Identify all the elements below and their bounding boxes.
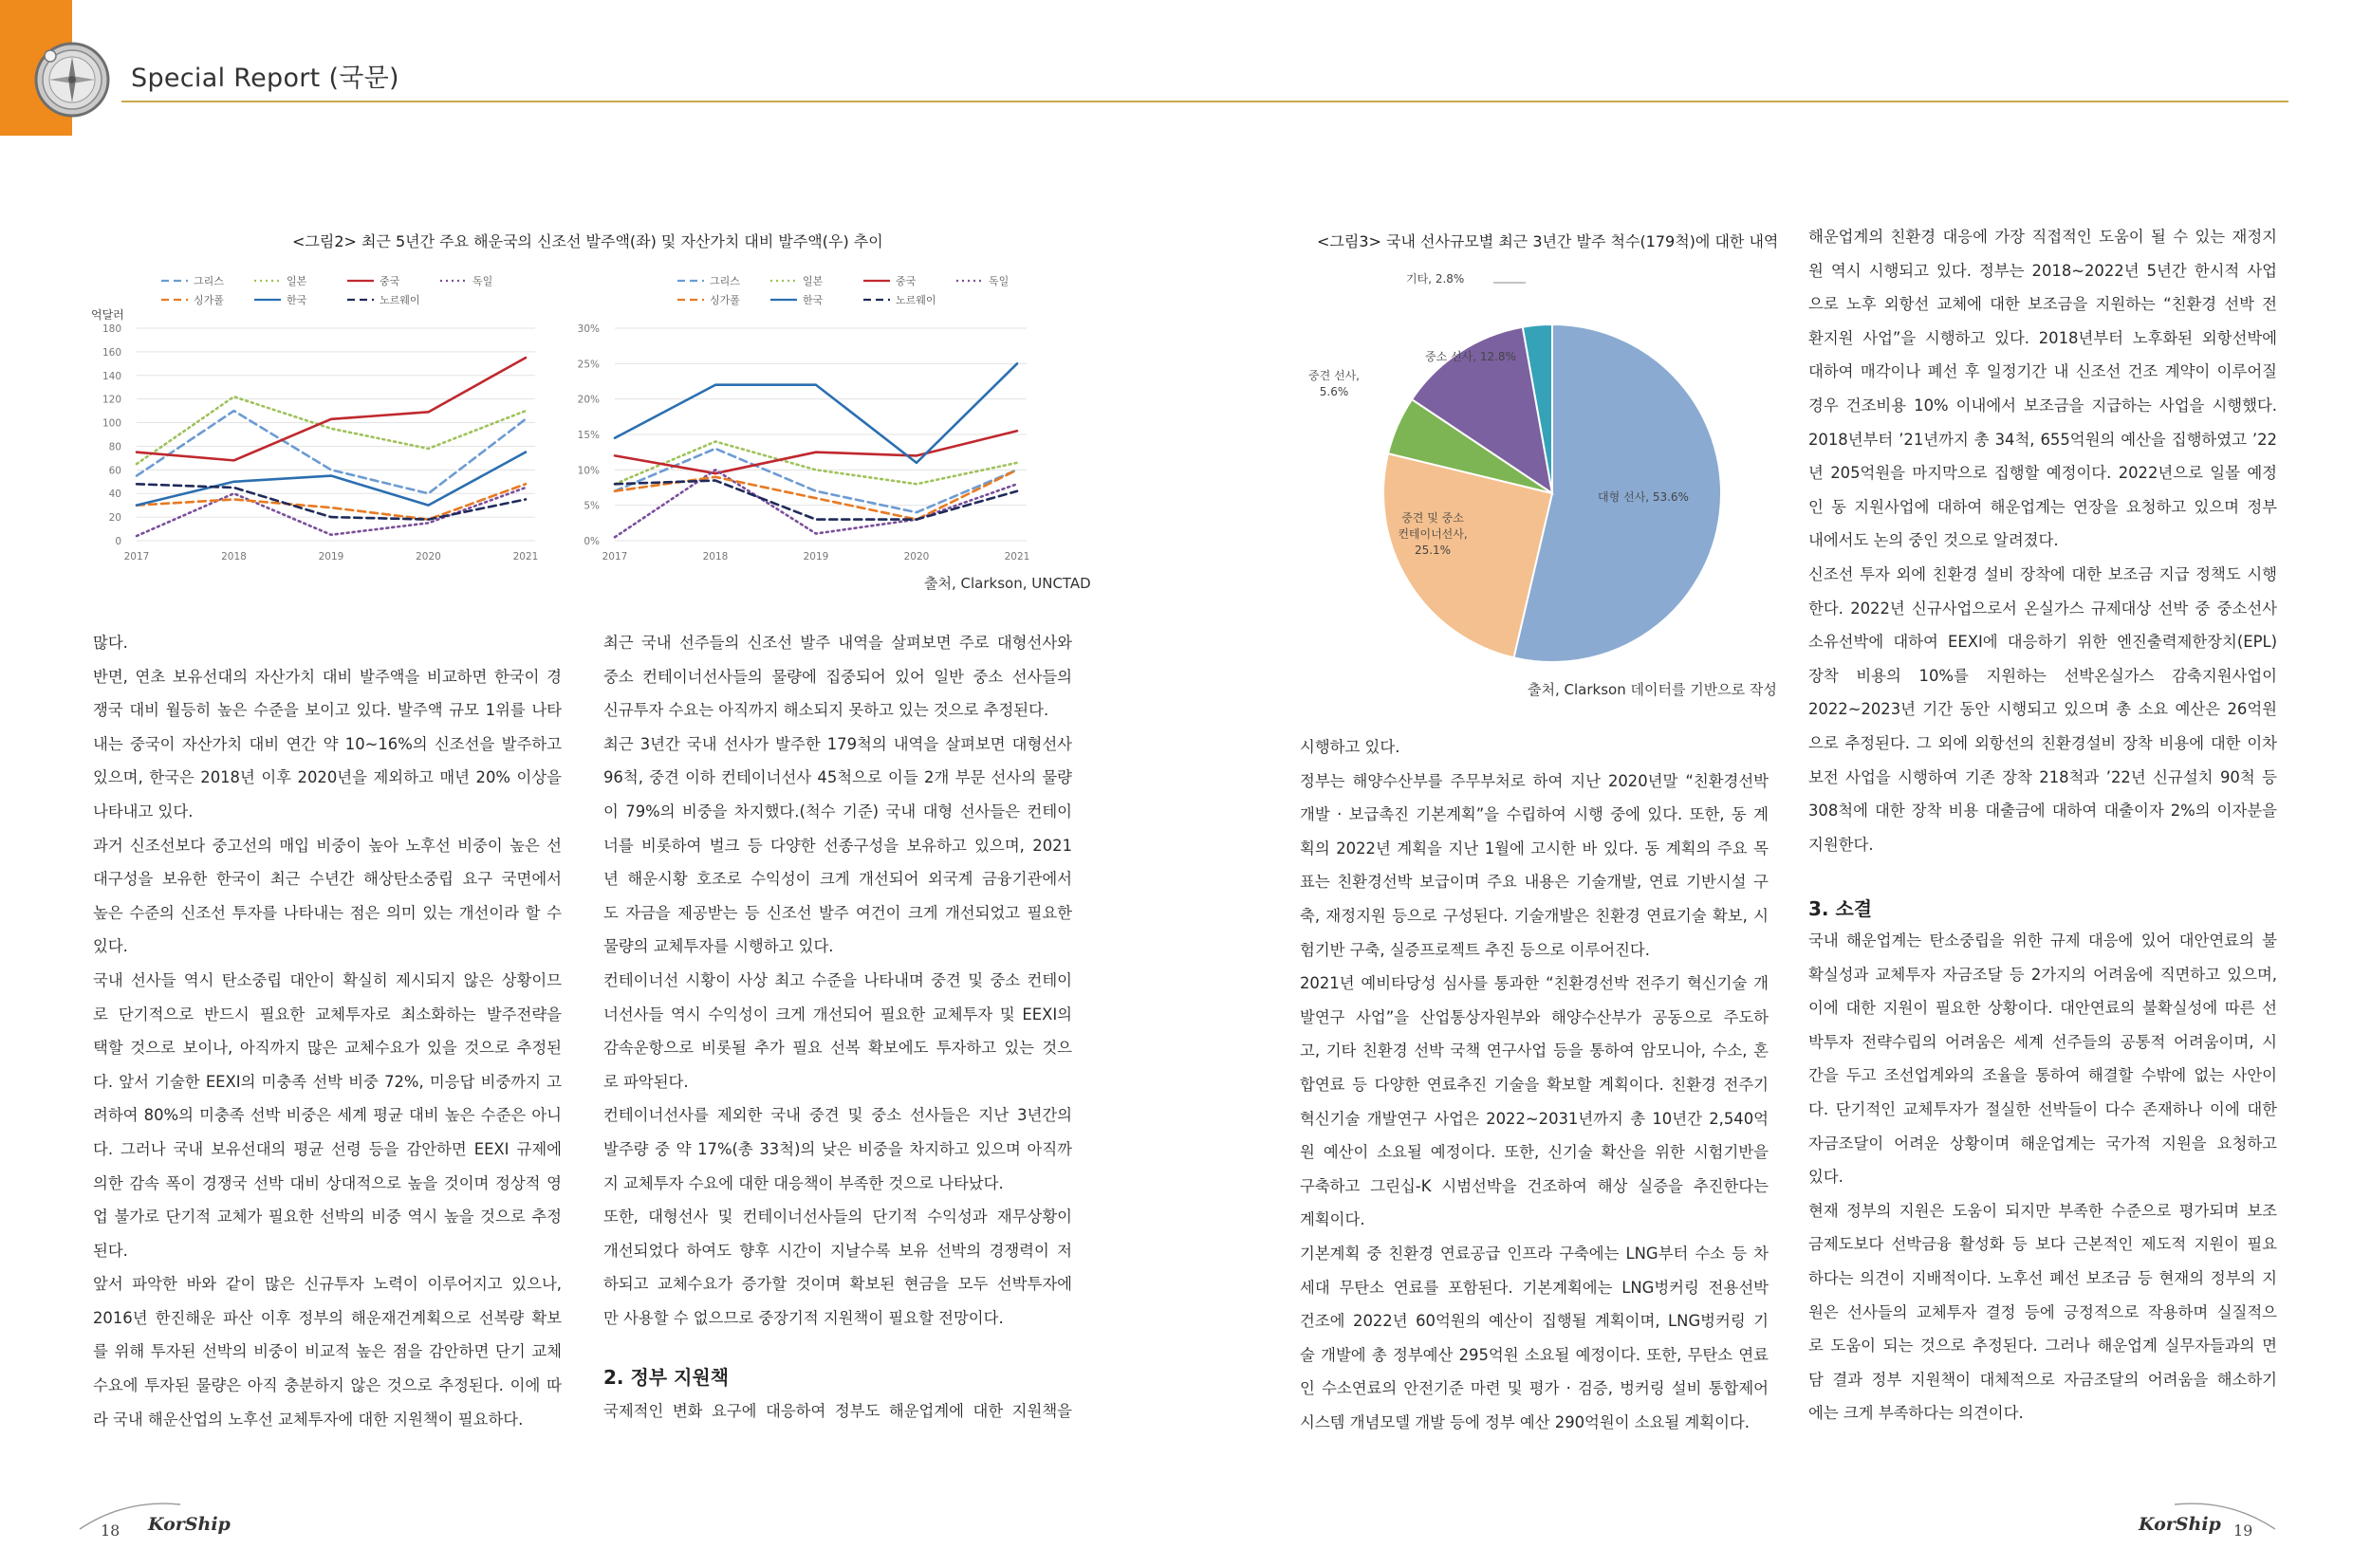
figure3-caption: <그림3> 국내 선사규모별 최근 3년간 발주 척수(179척)에 대한 내역	[1317, 232, 1779, 250]
column-2-after-section	[603, 1394, 1072, 1429]
text-line: 만 사용할 수 없으므로 중장기적 지원책이 필요할 전망이다.	[603, 1308, 1004, 1327]
chart-right	[571, 266, 1046, 579]
text-line: 또한, 대형선사 및 컨테이너선사들의 단기적 수익성과 재무상황이	[603, 1208, 1072, 1227]
text-line: 박투자 전략수립의 어려움은 세계 선주들의 공통적 어려움이며, 시	[1808, 1032, 2277, 1051]
text-line: 인 동 지원사업에 대하여 해운업계는 연장을 요청하고 있으며 정부	[1808, 497, 2277, 516]
text-line: 높은 수준의 신조선 투자를 나타내는 점은 의미 있는 개선이라 할 수	[93, 903, 562, 922]
pie-label: 대형 선사, 53.6%	[1598, 490, 1689, 504]
text-line: 내는 중국이 자산가치 대비 연간 약 10~16%의 신조선을 발주하고	[93, 734, 562, 753]
text-line: 험기반 구축, 실증프로젝트 추진 등으로 이루어진다.	[1300, 940, 1650, 959]
y-tick-label: 160	[102, 346, 121, 359]
text-line: 원은 선사들의 교체투자 결정 등에 긍정적으로 작용하며 실질적으	[1808, 1302, 2277, 1321]
text-line: 자금조달이 어려운 상황이며 해운업계는 국가적 지원을 요청하고	[1808, 1134, 2277, 1153]
x-tick-label: 2019	[803, 551, 829, 563]
text-line: 앞서 파악한 바와 같이 많은 신규투자 노력이 이루어지고 있으나,	[93, 1275, 562, 1294]
legend-label: 싱가폴	[710, 294, 740, 306]
text-line: 발연구 사업”을 산업통상자원부와 해양수산부가 공동으로 주도하	[1300, 1007, 1769, 1026]
text-line: 년 해운시황 호조로 수익성이 크게 개선되어 외국계 금융기관에서	[603, 870, 1072, 889]
text-line: 수요에 투자된 물량은 아직 충분하지 않은 것으로 추정된다. 이에 따	[93, 1376, 562, 1395]
text-line: 2021년 예비타당성 심사를 통과한 “친환경선박 전주기 혁신기술 개	[1300, 974, 1769, 993]
text-line: 으로 노후 외항선 교체에 대한 보조금을 지원하는 “친환경 선박 전	[1808, 295, 2277, 314]
legend-label: 그리스	[710, 275, 740, 287]
legend-label: 한국	[803, 294, 824, 306]
y-tick-label: 25%	[577, 359, 600, 371]
series-line	[137, 358, 526, 460]
x-tick-label: 2018	[702, 551, 729, 563]
text-line: 있다.	[1808, 1168, 1843, 1187]
text-line: 장착 비용의 10%를 지원하는 선박온실가스 감축지원사업이	[1808, 666, 2277, 685]
text-line: 쟁국 대비 월등히 높은 수준을 보이고 있다. 발주액 규모 1위를 나타	[93, 701, 562, 720]
text-line: 에는 크게 부족하다는 의견이다.	[1808, 1404, 2024, 1423]
text-line: 확실성과 교체투자 자금조달 등 2가지의 어려움에 직면하고 있으며,	[1808, 965, 2277, 984]
section-2-title: 2. 정부 지원책	[603, 1366, 730, 1389]
y-tick-label: 60	[108, 465, 121, 477]
y-tick-label: 120	[102, 394, 121, 406]
x-tick-label: 2021	[1004, 551, 1030, 563]
text-line: 신조선 투자 외에 친환경 설비 장착에 대한 보조금 지급 정책도 시행	[1808, 564, 2277, 583]
text-line: 한다. 2022년 신규사업으로서 온실가스 규제대상 선박 중 중소선사	[1808, 599, 2277, 618]
header-rule	[121, 101, 2288, 102]
text-line: 지원한다.	[1808, 835, 1874, 854]
text-line: 건조에 2022년 60억원의 예산이 집행될 계획이며, LNG벙커링 기	[1300, 1312, 1769, 1331]
text-line: 담 결과 정부 지원책이 대체적으로 자금조달의 어려움을 해소하기	[1808, 1370, 2277, 1389]
text-line: 이에 대한 지원이 필요한 상황이다. 대안연료의 불확실성에 따른 선	[1808, 999, 2277, 1018]
text-line: 라 국내 해운산업의 노후선 교체투자에 대한 지원책이 필요하다.	[93, 1410, 524, 1429]
text-line: 계획이다.	[1300, 1210, 1365, 1229]
text-line: 96척, 중견 이하 컨테이너선사 45척으로 이들 2개 부문 선사의 물량	[603, 768, 1072, 787]
y-tick-label: 15%	[577, 430, 600, 441]
legend-label: 그리스	[194, 275, 224, 287]
series-line	[137, 452, 526, 506]
text-line: 된다.	[93, 1241, 128, 1260]
text-line: 이 79%의 비중을 차지했다.(척수 기준) 국내 대형 선사들은 컨테이	[603, 802, 1072, 821]
y-tick-label: 5%	[584, 500, 600, 512]
page-number-right: 19	[2233, 1522, 2253, 1540]
text-line: 다. 단기적인 교체투자가 절실한 선박들이 다수 존재하나 이에 대한	[1808, 1099, 2277, 1118]
text-line: 있다.	[93, 937, 128, 956]
text-line: 간을 두고 조선업계와의 조율을 통하여 해결할 수밖에 없는 사안이	[1808, 1066, 2277, 1085]
text-line: 컨테이너선사를 제외한 국내 중견 및 중소 선사들은 지난 3년간의	[603, 1106, 1072, 1125]
pie-label: 중견 및 중소 컨테이너선사, 25.1%	[1398, 511, 1468, 557]
text-line: 으로 추정된다. 그 외에 외항선의 친환경설비 장착 비용에 대한 이차	[1808, 733, 2277, 752]
text-line: 개선되었다 하여도 향후 시간이 지날수록 보유 선박의 경쟁력이 저	[603, 1241, 1072, 1260]
y-tick-label: 30%	[577, 323, 600, 335]
y-tick-label: 100	[102, 417, 121, 430]
pie-label: 중견 선사, 5.6%	[1308, 369, 1360, 398]
text-line: 택할 것으로 보이나, 아직까지 많은 교체수요가 있을 것으로 추정된	[93, 1039, 562, 1058]
text-line: 금제도보다 선박금융 활성화 등 보다 근본적인 제도적 지원이 필요	[1808, 1235, 2277, 1254]
y-tick-label: 40	[108, 489, 121, 501]
column-2-text	[603, 626, 1072, 1335]
page-number-left: 18	[101, 1522, 120, 1540]
series-line	[137, 484, 526, 519]
text-line: 세대 무탄소 연료를 포함된다. 기본계획에는 LNG벙커링 전용선박	[1300, 1278, 1769, 1297]
text-line: 술 개발에 총 정부예산 295억원 소요될 예정이다. 또한, 무탄소 연료	[1300, 1345, 1769, 1364]
x-tick-label: 2017	[123, 551, 150, 563]
text-line: 다. 그러나 국내 보유선대의 평균 선령 등을 감안하면 EEXI 규제에	[93, 1139, 562, 1158]
y-tick-label: 140	[102, 370, 121, 382]
text-line: 최근 국내 선주들의 신조선 발주 내역을 살펴보면 주로 대형선사와	[603, 634, 1072, 652]
legend-label: 일본	[803, 275, 824, 287]
text-line: 고, 기타 친환경 선박 국책 연구사업 등을 통하여 암모니아, 수소, 혼	[1300, 1042, 1769, 1061]
text-line: 2018년부터 ’21년까지 총 34척, 655억원의 예산을 집행하였고 ’22	[1808, 430, 2277, 449]
text-line: 너선사들 역시 수익성이 크게 개선되어 필요한 교체투자 및 EEXI의	[603, 1005, 1072, 1024]
text-line: 반면, 연초 보유선대의 자산가치 대비 발주액을 비교하면 한국이 경	[93, 667, 562, 686]
text-line: 컨테이너선 시황이 사상 최고 수준을 나타내며 중견 및 중소 컨테이	[603, 970, 1072, 989]
y-tick-label: 80	[108, 441, 121, 453]
text-line: 감속운항으로 비롯될 추가 필요 선복 확보에도 투자하고 있는 것으	[603, 1039, 1072, 1058]
text-line: 인 수소연료의 안전기준 마련 및 평가 · 검증, 벙커링 설비 통합제어	[1300, 1379, 1769, 1398]
text-line: 기본계획 중 친환경 연료공급 인프라 구축에는 LNG부터 수소 등 차	[1300, 1244, 1769, 1263]
x-tick-label: 2017	[602, 551, 628, 563]
compass-icon	[32, 40, 112, 120]
text-line: 원 역시 시행되고 있다. 정부는 2018~2022년 5년간 한시적 사업	[1808, 261, 2277, 280]
legend-label: 중국	[380, 275, 400, 287]
text-line: 다. 앞서 기술한 EEXI의 미충족 선박 비중 72%, 미응답 비중까지 고	[93, 1072, 562, 1091]
pie-label: 기타, 2.8%	[1406, 272, 1465, 286]
text-line: 중소 컨테이너선사들의 물량에 집중되어 있어 일반 중소 선사들의	[603, 667, 1072, 686]
legend-label: 싱가폴	[194, 294, 224, 306]
series-line	[615, 431, 1017, 473]
text-line: 최근 3년간 국내 선사가 발주한 179척의 내역을 살펴보면 대형선사	[603, 734, 1072, 753]
text-line: 나타내고 있다.	[93, 802, 194, 821]
text-line: 국내 해운업계는 탄소중립을 위한 규제 대응에 있어 대안연료의 불	[1808, 932, 2277, 950]
text-line: 의한 감속 폭이 경쟁국 선박 대비 상대적으로 높을 것이며 정상적 영	[93, 1173, 562, 1192]
text-line: 현재 정부의 지원은 도움이 되지만 부족한 수준으로 평가되며 보조	[1808, 1201, 2277, 1220]
text-line: 구축하고 그린십-K 시범선박을 건조하여 해상 실증을 추진한다는	[1300, 1176, 1769, 1195]
text-line: 개발 · 보급촉진 기본계획”을 수립하여 시행 중에 있다. 또한, 동 계	[1300, 805, 1769, 824]
text-line: 국내 선사들 역시 탄소중립 대안이 확실히 제시되지 않은 상황이므	[93, 970, 562, 989]
text-line: 합연료 등 다양한 연료추진 기술을 확보할 계획이다. 친환경 전주기	[1300, 1075, 1769, 1094]
figure2-caption: <그림2> 최근 5년간 주요 해운국의 신조선 발주액(좌) 및 자산가치 대비 발주액(우) 추이	[292, 232, 883, 250]
text-line: 2022~2023년 기간 동안 시행되고 있으며 총 소요 예산은 26억원	[1808, 700, 2277, 719]
legend-label: 한국	[287, 294, 307, 306]
chart-pie	[1290, 256, 1765, 683]
text-line: 많다.	[93, 634, 128, 652]
text-line: 지 교체투자 수요에 대한 대응책이 부족한 것으로 나타났다.	[603, 1173, 1004, 1192]
text-line: 로 도움이 되는 것으로 추정된다. 그러나 해운업계 실무자들과의 면	[1808, 1337, 2277, 1356]
header-title: Special Report (국문)	[131, 64, 399, 93]
text-line: 보전 사업을 시행하여 기존 장착 218척과 ’22년 신규설치 90척 등	[1808, 767, 2277, 786]
text-line: 과거 신조선보다 중고선의 매입 비중이 높아 노후선 비중이 높은 선	[93, 836, 562, 855]
text-line: 내에서도 논의 중인 것으로 알려졌다.	[1808, 531, 2059, 550]
column-1-text	[93, 626, 562, 1436]
text-line: 로 파악된다.	[603, 1072, 689, 1091]
series-line	[137, 397, 526, 464]
x-tick-label: 2020	[903, 551, 930, 563]
text-line: 년 205억원을 마지막으로 집행할 예정이다. 2022년으로 일몰 예정	[1808, 464, 2277, 483]
text-line: 로 단기적으로 반드시 필요한 교체투자로 최소화하는 발주전략을	[93, 1005, 562, 1024]
legend-label: 노르웨이	[896, 294, 936, 306]
y-tick-label: 20%	[577, 394, 600, 406]
legend-label: 노르웨이	[380, 294, 420, 306]
x-tick-label: 2021	[512, 551, 539, 563]
x-tick-label: 2020	[416, 551, 441, 563]
section-3-title: 3. 소결	[1808, 897, 1873, 920]
legend-label: 독일	[989, 275, 1010, 287]
column-4-conclusion-text	[1808, 924, 2277, 1430]
column-4-text	[1808, 220, 2277, 861]
text-line: 소유선박에 대하여 EEXI에 대응하기 위한 엔진출력제한장치(EPL)	[1808, 633, 2277, 652]
text-line: 를 위해 투자된 선박의 비중이 비교적 높은 점을 감안하면 단기 교체	[93, 1342, 562, 1361]
brand-logo-left: KorShip	[148, 1514, 231, 1535]
text-line: 신규투자 수요는 아직까지 해소되지 못하고 있는 것으로 추정된다.	[603, 701, 1049, 720]
y-tick-label: 180	[102, 323, 121, 335]
text-line: 려하여 80%의 미충족 선박 비중은 세계 평균 대비 높은 수준은 아니	[93, 1106, 562, 1125]
text-line: 하다는 의견이 지배적이다. 노후선 폐선 보조금 등 현재의 정부의 지	[1808, 1268, 2277, 1287]
series-line	[615, 470, 1017, 537]
text-line: 대구성을 보유한 한국이 최근 수년간 해상탄소중립 요구 국면에서	[93, 870, 562, 889]
text-line: 308척에 대한 장착 비용 대출금에 대하여 대출이자 2%의 이자분을	[1808, 802, 2277, 821]
figure2-source: 출처, Clarkson, UNCTAD	[924, 575, 1091, 592]
y-tick-label: 0	[115, 536, 121, 547]
series-line	[615, 363, 1017, 463]
series-line	[137, 484, 526, 519]
y-tick-label: 20	[108, 512, 121, 525]
text-line: 시스템 개념모델 개발 등에 정부 예산 290억원이 소요될 계획이다.	[1300, 1412, 1751, 1431]
legend-label: 일본	[287, 275, 307, 287]
text-line: 물량의 교체투자를 시행하고 있다.	[603, 937, 834, 956]
text-line: 너를 비롯하여 벌크 등 다양한 선종구성을 보유하고 있으며, 2021	[603, 836, 1072, 855]
pie-label: 중소 선사, 12.8%	[1425, 350, 1516, 363]
text-line: 시행하고 있다.	[1300, 738, 1400, 756]
text-line: 경우 건조비용 10% 이내에서 보조금을 지급하는 사업을 시행했다.	[1808, 396, 2277, 415]
column-3-text	[1300, 730, 1769, 1439]
y-tick-label: 10%	[577, 465, 600, 477]
text-line: 국제적인 변화 요구에 대응하여 정부도 해운업계에 대한 지원책을	[603, 1402, 1072, 1420]
text-line: 원 예산이 소요될 예정이다. 또한, 신기술 확산을 위한 시험기반을	[1300, 1143, 1769, 1162]
legend-label: 독일	[472, 275, 493, 287]
text-line: 축, 재정지원 등으로 구성된다. 기술개발은 친환경 연료기술 확보, 시	[1300, 906, 1769, 925]
text-line: 도 자금을 제공받는 등 신조선 발주 여건이 크게 개선되었고 필요한	[603, 903, 1072, 922]
brand-logo-right: KorShip	[2139, 1514, 2221, 1535]
text-line: 환지원 사업”을 시행하고 있다. 2018년부터 노후화된 외항선박에	[1808, 328, 2277, 347]
chart-left	[87, 266, 543, 579]
figure3-source: 출처, Clarkson 데이터를 기반으로 작성	[1528, 681, 1777, 698]
text-line: 업 불가로 단기적 교체가 필요한 선박의 비중 역시 높을 것으로 추정	[93, 1208, 562, 1227]
legend-label: 중국	[896, 275, 917, 287]
y-axis-unit: 억달러	[91, 308, 124, 322]
text-line: 혁신기술 개발연구 사업은 2022~2031년까지 총 10년간 2,540억	[1300, 1109, 1769, 1128]
x-tick-label: 2019	[318, 551, 344, 563]
series-line	[615, 441, 1017, 484]
text-line: 하되고 교체수요가 증가할 것이며 확보된 현금을 모두 선박투자에	[603, 1275, 1072, 1294]
text-line: 정부는 해양수산부를 주무부처로 하여 지난 2020년말 “친환경선박	[1300, 771, 1769, 790]
y-tick-label: 0%	[584, 536, 600, 547]
text-line: 있으며, 한국은 2018년 이후 2020년을 제외하고 매년 20% 이상을	[93, 768, 562, 787]
text-line: 2016년 한진해운 파산 이후 정부의 해운재건계획으로 선복량 확보	[93, 1308, 562, 1327]
text-line: 발주량 중 약 17%(총 33척)의 낮은 비중을 차지하고 있으며 아직까	[603, 1139, 1072, 1158]
x-tick-label: 2018	[221, 551, 247, 563]
text-line: 대하여 매각이나 폐선 후 일정기간 내 신조선 건조 계약이 이루어질	[1808, 362, 2277, 381]
text-line: 해운업계의 친환경 대응에 가장 직접적인 도움이 될 수 있는 재정지	[1808, 228, 2277, 246]
text-line: 획의 2022년 계획을 지난 1월에 고시한 바 있다. 동 계획의 주요 목	[1300, 839, 1769, 858]
text-line: 표는 친환경선박 보급이며 주요 내용은 기술개발, 연료 기반시설 구	[1300, 873, 1769, 892]
